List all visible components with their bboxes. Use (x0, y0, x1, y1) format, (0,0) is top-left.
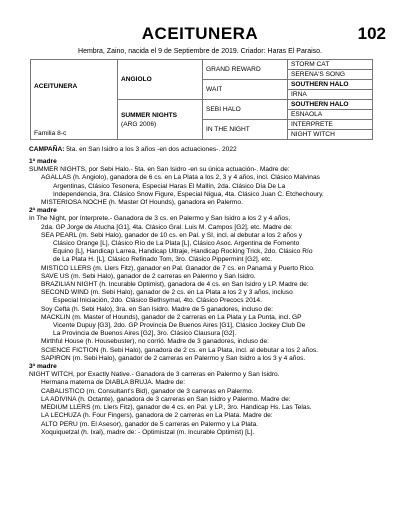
record-line: LA ADIVINA (h. Octante), ganadora de 3 carreras en San Isidro y Palermo. Madre de: (41, 395, 291, 403)
pedigree-gg-8: NIGHT WITCH (288, 130, 373, 140)
record-line: LA LECHUZA (h. Four Fingers), ganadora de 2 carreras en La Plata. Madre de: (41, 412, 273, 420)
pedigree-family: Familia 8-c (34, 130, 67, 137)
record-line: SCIENCE FICTION (h. Sebi Halo), ganadora de 2 cs. en La Plata, incl. al debutar a los 2 años. (41, 346, 319, 354)
section-heading: 3ª madre (29, 363, 57, 371)
record-line: Argentinas, Clásico Tesonera, Especial Haras El Mallín, 2da. Clásico Día De La (53, 182, 286, 190)
pedigree-gg-2: SERENA'S SONG (288, 70, 373, 80)
record-line: AGALLAS (h. Angiolo), ganadora de 6 cs. en La Plata a los 2, 3 y 4 años, incl. Clásico Malvinas (41, 174, 320, 182)
record-line: In The Night, por Interprete.- Ganadora de 3 cs. en Palermo y San Isidro a los 2 y 4 años, (29, 215, 291, 223)
pedigree-grandsire-1: GRAND REWARD (203, 60, 288, 80)
record-line: ALTO PERU (m. El Asesor), ganador de 5 carreras en Palermo y La Plata. (41, 420, 259, 428)
campaign-label: CAMPAÑA: (29, 146, 65, 153)
pedigree-gg-4: IRNA (288, 90, 373, 100)
record-line: Independencia, 3ra. Clásico Snow Figure, Especial Nigua, 4ta. Clásico Juan C. Etchechoury. (53, 190, 324, 198)
record-line: Hermana materna de DIABLA BRUJA. Madre de: (41, 379, 186, 387)
record-line: Soy Cefta (h. Sebi Halo), 3ra. en San Isidro. Madre de 5 ganadores, incluso de: (41, 305, 274, 313)
pedigree-dam-cell (118, 100, 203, 140)
horse-title: ACEITUNERA (141, 24, 259, 43)
record-line: MISTICO LLERS (m. Llers Fitz), ganador en Pal. Ganador de 7 cs. en Panamá y Puerto Rico. (41, 264, 315, 272)
pedigree-grandsire-2: SEBI HALO (203, 100, 288, 120)
record-line: MEDIUM LLERS (m. Llers Fitz), ganador de 4 cs. en Pal. y LP., 3ro. Handicap Hs. Las Telas. (41, 404, 312, 412)
record-line: Clásico Orange [L], Clásico Río de La Plata [L], Clásico Asoc. Argentina de Fomento (53, 240, 300, 248)
pedigree-horse-cell (31, 60, 118, 140)
pedigree-granddam-1: WAIT (203, 80, 288, 100)
pedigree-gg-6: ESNAOLA (288, 110, 373, 120)
record-line: MISTERIOSA NOCHE (h. Master Of Hounds), ganadora en Palermo. (41, 199, 243, 207)
record-line: CABALISTICO (m. Consultant's Bid), ganador de 3 carreras en Palermo. (41, 387, 254, 395)
pedigree-table (30, 59, 373, 140)
pedigree-granddam-2: IN THE NIGHT (203, 120, 288, 140)
record-line: SUMMER NIGHTS, por Sebi Halo.- 5ta. en San Isidro -en su única actuación-. Madre de: (29, 166, 290, 174)
horse-subtitle: Hembra, Zaino, nacida el 9 de Septiembre de 2019. Criador: Haras El Paraiso. (78, 48, 322, 55)
campaign (29, 146, 379, 153)
lot-number: 102 (357, 24, 386, 43)
section-heading: 1ª madre (29, 158, 57, 165)
record-line: de La Plata H. [L], Clásico Refinado Tom, 3ro. Clásico Pippermint [G2], etc. (53, 256, 273, 264)
record-line: Mirthful House (h. Housebuster), no corrió. Madre de 3 ganadores, incluso de: (41, 338, 269, 346)
record-line: Xoquiquetzal (h. Ixal), madre de: - Optimistzal (m. Incurable Optimist) [L]. (41, 428, 255, 436)
pedigree-gg-7: INTERPRETE (288, 120, 373, 130)
pedigree-horse-name: ACEITUNERA (34, 83, 78, 90)
record-line: SECOND WIND (m. Sebi Halo), ganador de 2 cs. en La Plata a los 2 y 3 años, incluso (41, 289, 293, 297)
record-line: SAVE US (m. Sebi Halo), ganador de 2 carreras en Palermo y San Isidro. (41, 272, 256, 280)
campaign-text: 5ta. en San Isidro a los 3 años -en dos actuaciones-. 2022 (64, 146, 237, 153)
pedigree-gg-1: STORM CAT (288, 60, 373, 70)
pedigree-dam: SUMMER NIGHTS (121, 111, 178, 119)
record-line: 2da. GP Jorge de Atucha [G1], 4ta. Clásico Gral. Luis M. Campos [G2], etc. Madre de: (41, 223, 293, 231)
record-line: BRAZILIAN NIGHT (h. Incurable Optimist), ganadora de 4 cs. en San Isidro y LP. Madre de: (41, 281, 309, 289)
record-line: Especial Iniciación, 2do. Clásico Bethsymal, 4to. Clásico Precocs 2014. (53, 297, 262, 305)
record-line: SEA PEARL (m. Sebi Halo), ganador de 10 cs. en Pal. y SI, incl. al debutar a los 2 años y (41, 231, 303, 239)
record-line: La Provincia de Buenos Aires [G2], 3ro. Clásico Clausura [G2]. (53, 330, 237, 338)
record-line: SAPIRON (m. Sebi Halo), ganador de 2 carreras en Palermo y San Isidro a los 3 y 4 años. (41, 354, 306, 362)
produce-record (29, 158, 381, 437)
record-line: Vicente Dupuy [G3], 2do. GP Provincia De Buenos Aires [G1], Clásico Jockey Club De (53, 322, 306, 330)
pedigree-gg-3: SOUTHERN HALO (288, 80, 373, 90)
pedigree-dam-note: (ARG 2006) (121, 120, 157, 128)
pedigree-gg-5: SOUTHERN HALO (288, 100, 373, 110)
record-line: NIGHT WITCH, por Exactly Native.- Ganadora de 3 carreras en Palermo y San Isidro. (29, 371, 280, 379)
record-line: Equino [L], Handicap Larrea, Handicap Ultraje, Handicap Rocking Trick, 2do. Clásico Río (53, 248, 313, 256)
pedigree-sire: ANGIOLO (118, 60, 203, 100)
section-heading: 2ª madre (29, 207, 57, 215)
record-line: MACKLIN (m. Master of Hounds), ganador de 2 carreras en La Plata y La Punta, incl. GP (41, 313, 302, 321)
